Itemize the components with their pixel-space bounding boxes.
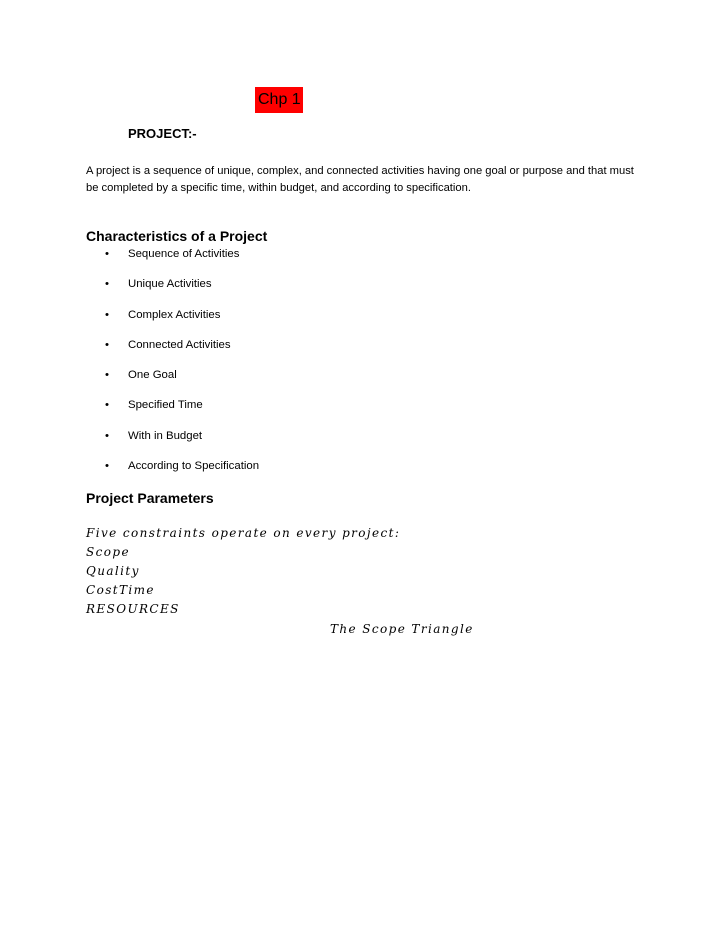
project-definition: A project is a sequence of unique, complex, and connected activities having one goal or purpose and that must be completed by a specific time, within budget, and according to specification.: [86, 165, 634, 194]
constraint-line: CostTime: [86, 583, 155, 597]
list-item-text: Specified Time: [128, 399, 203, 412]
list-item-text: Sequence of Activities: [128, 248, 240, 260]
list-item-text: According to Specification: [128, 460, 260, 473]
constraint-line: Quality: [86, 564, 140, 578]
list-item-text: One Goal: [128, 369, 177, 382]
constraints-intro: Five constraints operate on every project:: [86, 526, 401, 540]
figure-caption: The Scope Triangle: [330, 622, 474, 636]
bullet-icon: •: [105, 248, 109, 260]
constraint-line: RESOURCES: [86, 602, 180, 616]
parameters-heading: Project Parameters: [86, 490, 214, 506]
bullet-icon: •: [105, 278, 109, 291]
list-item-text: Unique Activities: [128, 278, 212, 291]
list-item-text: Complex Activities: [128, 308, 221, 321]
bullet-icon: •: [105, 429, 109, 442]
list-item-text: Connected Activities: [128, 338, 231, 351]
chapter-label: Chp 1: [255, 87, 303, 113]
constraints-block: [86, 524, 400, 619]
project-heading: PROJECT:-: [128, 126, 197, 141]
bullet-icon: •: [105, 308, 109, 321]
constraint-line: Scope: [86, 545, 130, 559]
bullet-icon: •: [105, 399, 109, 412]
bullet-icon: •: [105, 338, 109, 351]
bullet-icon: •: [105, 369, 109, 382]
bullet-icon: •: [105, 460, 109, 473]
characteristics-heading: Characteristics of a Project: [86, 228, 268, 244]
list-item-text: With in Budget: [128, 429, 203, 442]
